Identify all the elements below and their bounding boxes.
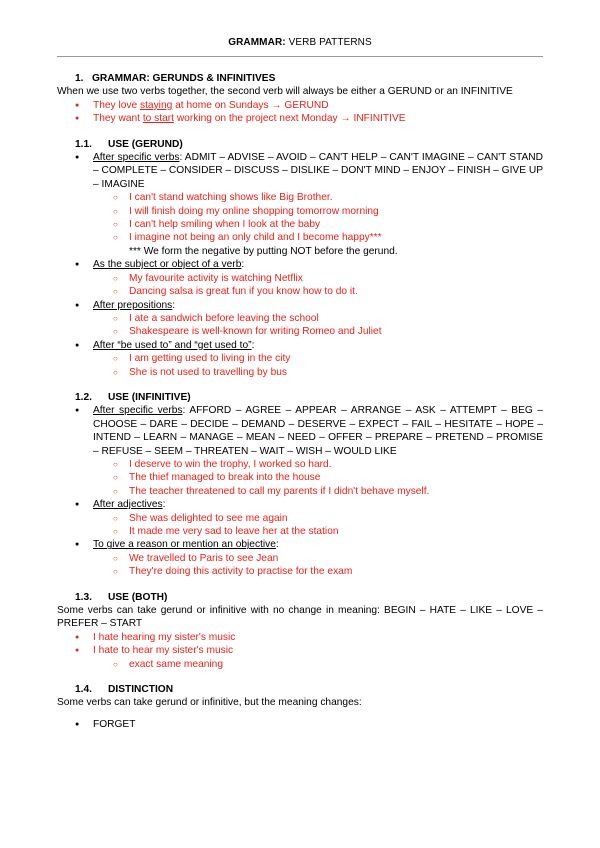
example-item: ○ I ate a sandwich before leaving the school [57,312,543,325]
example-item: ○ Dancing salsa is great fun if you know how to do it. [57,285,543,298]
header-rule [57,56,543,57]
list-item: ● After specific verbs: ADMIT – ADVISE – AVOID – CAN'T HELP – CAN'T IMAGINE – CAN'T STAND – COMPLETE – CONSIDER – DISCUSS – DISLIKE – DON'T MIND – ENJOY – FINISH – GIVE UP – IMAGINE [57,151,543,191]
example-item: ○ I can't stand watching shows like Big Brother. [57,191,543,204]
section-1-3-intro: Some verbs can take gerund or infinitive with no change in meaning: BEGIN – HATE – LIKE – LOVE – PREFER – START [57,605,543,630]
both-examples [57,631,543,671]
section-title: DISTINCTION [108,684,174,696]
section-1-3-heading [75,591,543,604]
example-item: ○ My favourite activity is watching Netflix [57,272,543,285]
title-bold: GRAMMAR: [228,37,286,48]
list-item: ● They want to start working on the project next Monday → INFINITIVE [57,112,543,125]
section-1-intro: When we use two verbs together, the second verb will always be either a GERUND or an INFINITIVE [57,86,513,98]
example-item: ○ The teacher threatened to call my parents if I didn't behave myself. [57,485,543,498]
section-1-2-heading [75,391,543,404]
section-title: USE (GERUND) [108,138,183,150]
list-item: ● After prepositions: [57,299,543,312]
list-item: ● After adjectives: [57,498,543,511]
section-title: USE (INFINITIVE) [108,391,191,403]
list-item: ● After “be used to” and “get used to”: [57,339,543,352]
section-1-4-intro: Some verbs can take gerund or infinitive, but the meaning changes: [57,697,362,709]
example-item: ○ I can't help smiling when I look at the baby [57,218,543,231]
example-item: ○ We travelled to Paris to see Jean [57,552,543,565]
list-item: ● I hate hearing my sister's music [57,631,543,644]
negative-note: *** We form the negative by putting NOT before the gerund. [129,245,398,257]
section-number: 1.4. [75,684,92,696]
section-1-examples [57,99,543,126]
section-1-heading [75,72,543,85]
section-1-4-heading [75,683,543,696]
list-item: ● They love staying at home on Sundays → GERUND [57,99,543,112]
gerund-uses [57,151,543,379]
list-item: ● To give a reason or mention an objective: [57,538,543,551]
example-item: ○ I am getting used to living in the city [57,352,543,365]
section-number: 1.3. [75,591,92,603]
example-item: ○ exact same meaning [57,658,543,671]
document-body [57,72,543,731]
example-item: ○ She was delighted to see me again [57,512,543,525]
section-number: 1.1. [75,138,92,150]
example-item: ○ I will finish doing my online shopping tomorrow morning [57,205,543,218]
section-1-1-heading [75,138,543,151]
section-number: 1. [75,73,84,84]
section-title: GRAMMAR: GERUNDS & INFINITIVES [92,73,276,84]
title-rest: VERB PATTERNS [285,37,372,48]
list-item: ● After specific verbs: AFFORD – AGREE – APPEAR – ARRANGE – ASK – ATTEMPT – BEG – CHOOSE – DARE – DECIDE – DEMAND – DESERVE – EXPECT – FAIL – HESITATE – HOPE – INTEND – LEARN – MANAGE – MEAN – NEED – OFFER – PREPARE – PRETEND – PROMISE – REFUSE – SEEM – THREATEN – WAIT – WISH – WOULD LIKE [57,404,543,458]
infinitive-uses [57,404,543,578]
example-item: ○ I deserve to win the trophy, I worked so hard. [57,458,543,471]
document-title [57,36,543,49]
example-item: ○ The thief managed to break into the house [57,471,543,484]
example-item: ○ She is not used to travelling by bus [57,366,543,379]
list-item: ● FORGET [57,718,543,731]
example-item: ○ Shakespeare is well-known for writing Romeo and Juliet [57,325,543,338]
example-item: ○ They're doing this activity to practise for the exam [57,565,543,578]
section-title: USE (BOTH) [108,591,168,603]
page-header [57,36,543,49]
distinction-list [57,718,543,731]
section-number: 1.2. [75,391,92,403]
list-item: ● As the subject or object of a verb: [57,258,543,271]
example-item: ○ It made me very sad to leave her at the station [57,525,543,538]
example-item: ○ I imagine not being an only child and I become happy*** [57,231,543,244]
list-item: ● I hate to hear my sister's music [57,644,543,657]
